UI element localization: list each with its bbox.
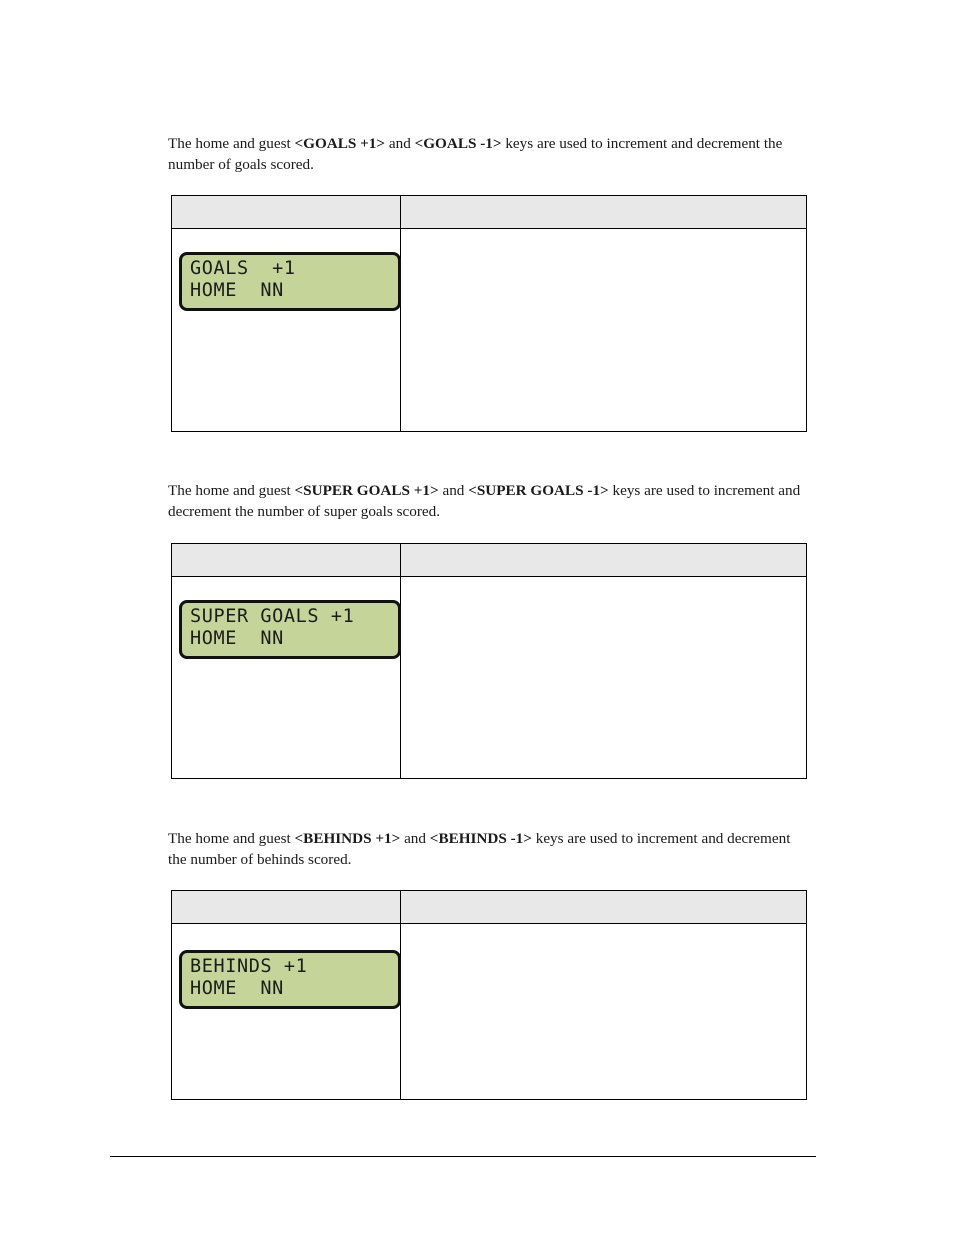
intro-text: The home and guest xyxy=(168,482,295,499)
super-goals-lcd-display xyxy=(179,600,401,659)
lcd-line-2: HOME NN xyxy=(190,280,284,301)
behinds-lcd-display xyxy=(179,950,401,1009)
goals-intro-paragraph xyxy=(168,134,808,175)
intro-text: keys are used to increment and decrement the number of goals scored. xyxy=(168,135,783,173)
lcd-line-2: HOME NN xyxy=(190,628,284,649)
column-divider xyxy=(400,544,401,778)
behinds-table xyxy=(171,890,807,1100)
lcd-line-1: BEHINDS +1 xyxy=(190,956,308,977)
intro-text: and xyxy=(400,830,430,847)
goals-plus-key-label: <GOALS +1> xyxy=(294,135,386,152)
goals-lcd-display xyxy=(179,252,401,311)
table-header-row xyxy=(172,891,806,924)
table-header-row xyxy=(172,544,806,577)
super-goals-plus-key-label: <SUPER GOALS +1> xyxy=(294,482,439,499)
intro-text: and xyxy=(385,135,415,152)
column-divider xyxy=(400,196,401,431)
intro-text: keys are used to increment and decrement the number of super goals scored. xyxy=(168,482,801,520)
lcd-line-1: SUPER GOALS +1 xyxy=(190,606,355,627)
goals-table xyxy=(171,195,807,432)
behinds-minus-key-label: <BEHINDS -1> xyxy=(429,830,532,847)
intro-text: and xyxy=(438,482,469,499)
super-goals-table xyxy=(171,543,807,779)
behinds-plus-key-label: <BEHINDS +1> xyxy=(294,830,401,847)
intro-text: The home and guest xyxy=(168,830,295,847)
table-header-row xyxy=(172,196,806,229)
behinds-intro-paragraph xyxy=(168,829,808,870)
super-goals-intro-paragraph xyxy=(168,481,808,522)
goals-minus-key-label: <GOALS -1> xyxy=(414,135,502,152)
intro-text: The home and guest xyxy=(168,135,295,152)
lcd-line-2: HOME NN xyxy=(190,978,284,999)
super-goals-minus-key-label: <SUPER GOALS -1> xyxy=(468,482,609,499)
intro-text: keys are used to increment and decrement the number of behinds scored. xyxy=(168,830,791,868)
lcd-line-1: GOALS +1 xyxy=(190,258,296,279)
footer-rule xyxy=(110,1156,816,1157)
